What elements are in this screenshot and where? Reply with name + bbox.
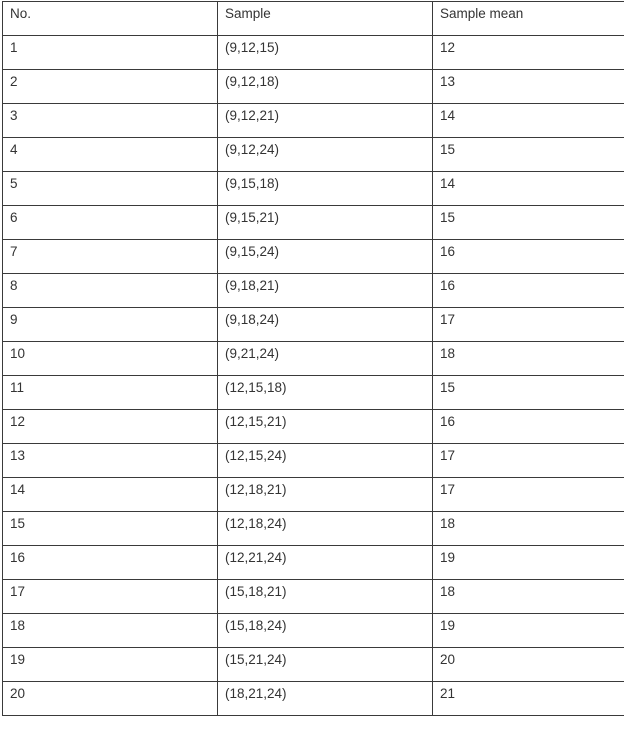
cell-sample-mean-text: 17 <box>440 312 456 327</box>
cell-number-text: 10 <box>10 346 26 361</box>
table-row <box>3 410 624 444</box>
cell-number <box>3 308 218 342</box>
cell-number <box>3 36 218 70</box>
cell-number-text: 12 <box>10 414 26 429</box>
table-row <box>3 682 624 716</box>
cell-number <box>3 478 218 512</box>
table-row <box>3 36 624 70</box>
cell-sample-mean-text: 20 <box>440 652 456 667</box>
cell-sample <box>218 104 433 138</box>
cell-number <box>3 648 218 682</box>
cell-number-text: 17 <box>10 584 26 599</box>
cell-sample-text: (9,15,21) <box>225 210 280 225</box>
cell-sample <box>218 478 433 512</box>
cell-sample-mean-text: 15 <box>440 210 456 225</box>
table-row <box>3 546 624 580</box>
cell-sample-text: (9,12,24) <box>225 142 280 157</box>
table-row <box>3 376 624 410</box>
cell-sample-mean <box>433 70 624 104</box>
cell-sample-mean <box>433 342 624 376</box>
cell-sample-text: (9,12,21) <box>225 108 280 123</box>
cell-sample-mean <box>433 546 624 580</box>
cell-number-text: 7 <box>10 244 18 259</box>
cell-sample-mean <box>433 240 624 274</box>
samples-table <box>2 1 624 716</box>
cell-sample <box>218 614 433 648</box>
cell-sample-mean-text: 21 <box>440 686 456 701</box>
cell-number-text: 14 <box>10 482 26 497</box>
cell-sample <box>218 36 433 70</box>
cell-sample-mean <box>433 580 624 614</box>
cell-number-text: 15 <box>10 516 26 531</box>
cell-number-text: 18 <box>10 618 26 633</box>
cell-number <box>3 546 218 580</box>
cell-sample-mean-text: 16 <box>440 278 456 293</box>
cell-sample-mean <box>433 36 624 70</box>
cell-sample-text: (9,12,15) <box>225 40 280 55</box>
cell-number <box>3 342 218 376</box>
cell-sample <box>218 70 433 104</box>
table-row <box>3 172 624 206</box>
cell-number-text: 4 <box>10 142 18 157</box>
cell-sample-mean-text: 19 <box>440 550 456 565</box>
cell-number <box>3 240 218 274</box>
cell-number <box>3 104 218 138</box>
cell-sample-mean <box>433 682 624 716</box>
header-number-label: No. <box>10 6 32 21</box>
cell-sample <box>218 308 433 342</box>
cell-number <box>3 682 218 716</box>
cell-number <box>3 512 218 546</box>
cell-sample-mean <box>433 274 624 308</box>
header-number <box>3 2 218 36</box>
cell-number <box>3 410 218 444</box>
cell-sample-mean-text: 19 <box>440 618 456 633</box>
table-row <box>3 138 624 172</box>
table-row <box>3 614 624 648</box>
cell-sample <box>218 580 433 614</box>
cell-sample-mean-text: 16 <box>440 414 456 429</box>
header-row <box>3 2 624 36</box>
cell-number-text: 16 <box>10 550 26 565</box>
cell-sample-mean <box>433 614 624 648</box>
cell-sample-mean-text: 16 <box>440 244 456 259</box>
cell-number <box>3 70 218 104</box>
cell-number-text: 9 <box>10 312 18 327</box>
table-row <box>3 206 624 240</box>
cell-sample-mean-text: 17 <box>440 448 456 463</box>
cell-sample <box>218 444 433 478</box>
table-body <box>3 36 624 716</box>
cell-number <box>3 580 218 614</box>
cell-number-text: 8 <box>10 278 18 293</box>
cell-sample <box>218 546 433 580</box>
cell-sample-mean <box>433 410 624 444</box>
cell-sample-mean-text: 15 <box>440 142 456 157</box>
cell-sample <box>218 682 433 716</box>
cell-sample-text: (9,15,18) <box>225 176 280 191</box>
cell-sample-mean <box>433 104 624 138</box>
table-header <box>3 2 624 36</box>
cell-sample <box>218 172 433 206</box>
table-row <box>3 342 624 376</box>
cell-sample-mean <box>433 648 624 682</box>
cell-sample <box>218 206 433 240</box>
cell-sample-mean-text: 14 <box>440 176 456 191</box>
cell-sample-mean <box>433 172 624 206</box>
cell-sample-mean-text: 14 <box>440 108 456 123</box>
cell-sample-mean-text: 18 <box>440 346 456 361</box>
cell-sample-text: (9,18,24) <box>225 312 280 327</box>
header-sample <box>218 2 433 36</box>
cell-sample-mean-text: 17 <box>440 482 456 497</box>
cell-sample-text: (12,18,24) <box>225 516 287 531</box>
cell-sample-mean-text: 18 <box>440 516 456 531</box>
cell-sample-mean-text: 13 <box>440 74 456 89</box>
cell-sample-mean <box>433 308 624 342</box>
cell-sample <box>218 376 433 410</box>
table-row <box>3 512 624 546</box>
table-row <box>3 648 624 682</box>
table-row <box>3 70 624 104</box>
cell-number-text: 20 <box>10 686 26 701</box>
cell-sample-mean-text: 15 <box>440 380 456 395</box>
cell-sample-mean <box>433 206 624 240</box>
cell-sample-mean-text: 12 <box>440 40 456 55</box>
cell-number-text: 5 <box>10 176 18 191</box>
cell-sample-mean <box>433 444 624 478</box>
cell-number-text: 1 <box>10 40 18 55</box>
table-row <box>3 104 624 138</box>
cell-sample-text: (15,18,24) <box>225 618 287 633</box>
cell-sample-mean <box>433 478 624 512</box>
cell-sample-mean <box>433 512 624 546</box>
cell-sample-text: (9,21,24) <box>225 346 280 361</box>
cell-sample-text: (9,12,18) <box>225 74 280 89</box>
cell-number <box>3 206 218 240</box>
cell-sample-text: (12,18,21) <box>225 482 287 497</box>
cell-sample <box>218 512 433 546</box>
table-row <box>3 274 624 308</box>
cell-number-text: 3 <box>10 108 18 123</box>
cell-sample <box>218 274 433 308</box>
table-row <box>3 478 624 512</box>
table-row <box>3 308 624 342</box>
cell-sample-text: (12,15,18) <box>225 380 287 395</box>
header-sample-mean-label: Sample mean <box>440 6 524 21</box>
cell-number-text: 11 <box>10 380 25 395</box>
cell-number <box>3 138 218 172</box>
cell-number <box>3 274 218 308</box>
cell-sample <box>218 240 433 274</box>
cell-number-text: 19 <box>10 652 26 667</box>
cell-sample-text: (15,18,21) <box>225 584 287 599</box>
cell-number <box>3 172 218 206</box>
cell-sample-text: (12,15,21) <box>225 414 287 429</box>
cell-sample <box>218 410 433 444</box>
table-row <box>3 580 624 614</box>
cell-sample-text: (9,18,21) <box>225 278 280 293</box>
cell-number <box>3 444 218 478</box>
cell-sample-mean <box>433 138 624 172</box>
table-row <box>3 240 624 274</box>
cell-sample-mean-text: 18 <box>440 584 456 599</box>
cell-sample-text: (12,21,24) <box>225 550 287 565</box>
header-sample-mean <box>433 2 624 36</box>
cell-sample-text: (9,15,24) <box>225 244 280 259</box>
cell-sample-text: (15,21,24) <box>225 652 287 667</box>
cell-number-text: 2 <box>10 74 18 89</box>
cell-sample <box>218 138 433 172</box>
cell-sample-text: (12,15,24) <box>225 448 287 463</box>
cell-number-text: 13 <box>10 448 26 463</box>
table-row <box>3 444 624 478</box>
cell-sample <box>218 342 433 376</box>
cell-number <box>3 614 218 648</box>
cell-number-text: 6 <box>10 210 18 225</box>
cell-sample <box>218 648 433 682</box>
cell-number <box>3 376 218 410</box>
cell-sample-mean <box>433 376 624 410</box>
cell-sample-text: (18,21,24) <box>225 686 287 701</box>
header-sample-label: Sample <box>225 6 271 21</box>
